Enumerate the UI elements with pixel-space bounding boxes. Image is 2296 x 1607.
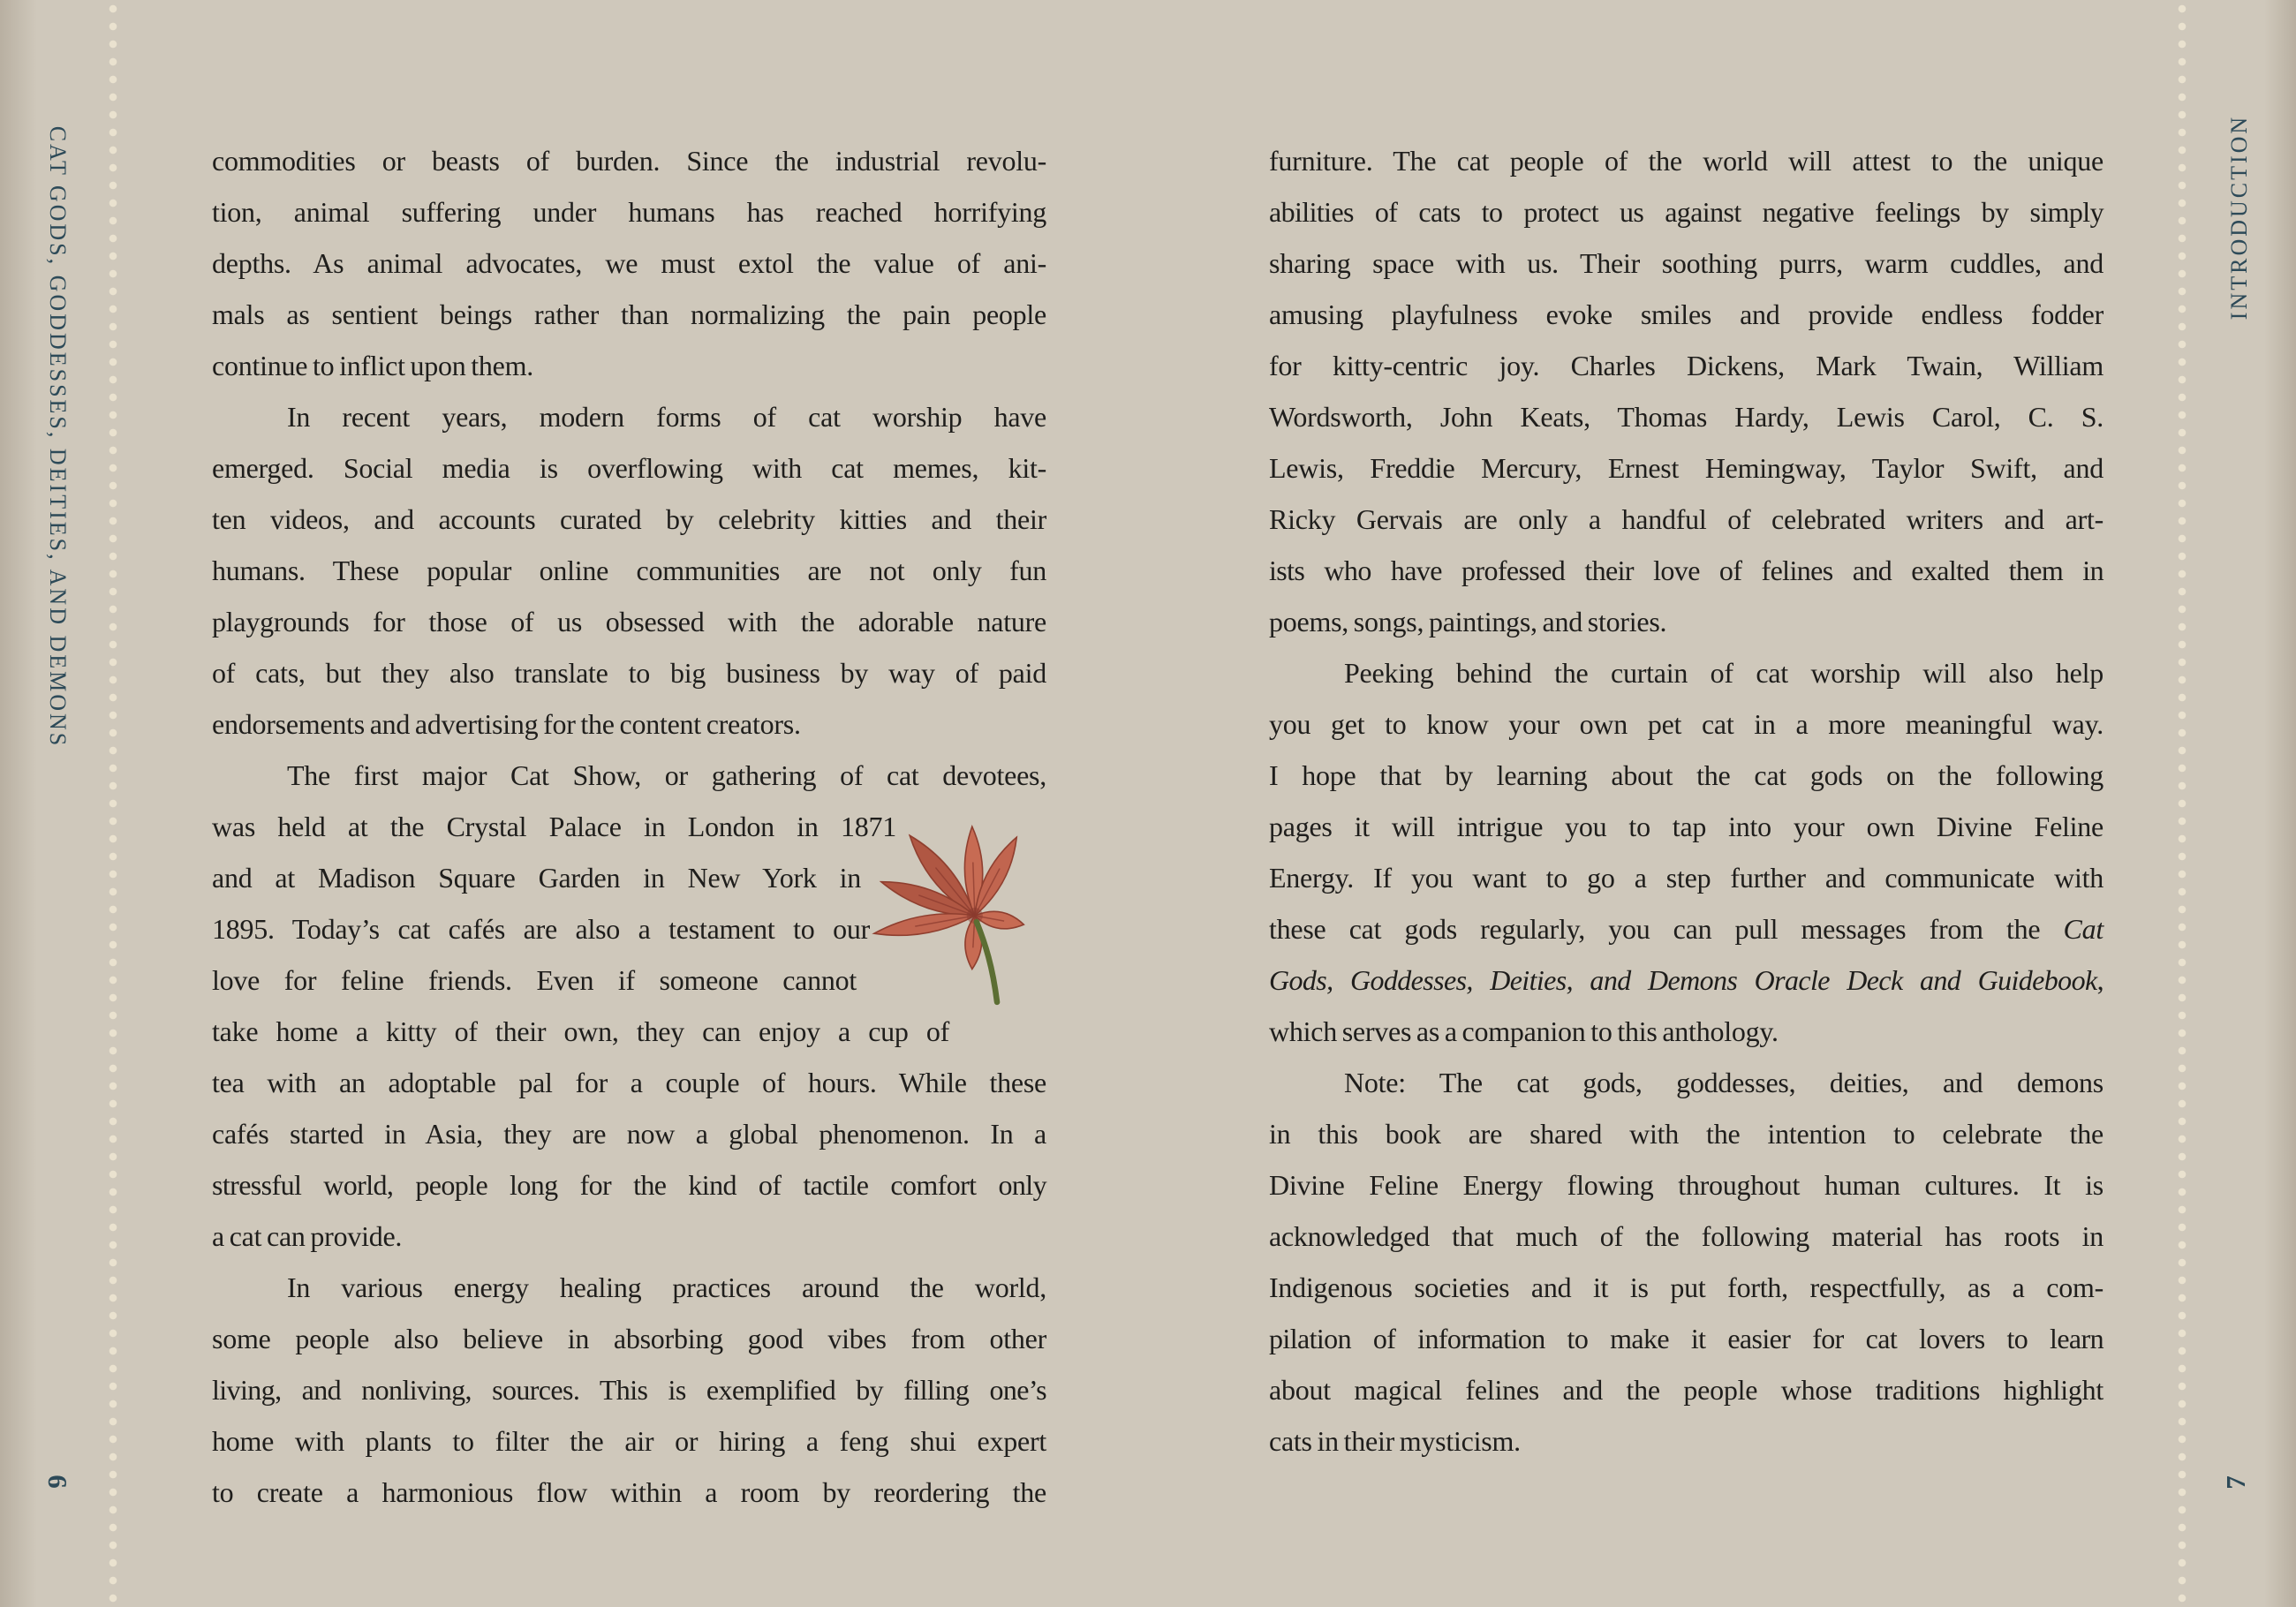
right-page-edge-shadow [2264, 0, 2296, 1607]
text-line: pilation of information to make it easier for cat lovers to learn [1269, 1323, 2103, 1354]
text-line: Wordsworth, John Keats, Thomas Hardy, Lewis Carol, C. S. [1269, 401, 2103, 433]
text-line: you get to know your own pet cat in a more meaningful way. [1269, 708, 2103, 740]
text-line: Indigenous societies and it is put forth, respectfully, as a com- [1269, 1271, 2103, 1303]
text-line: depths. As animal advocates, we must extol the value of ani- [212, 247, 1046, 279]
text-line: living, and nonliving, sources. This is exemplified by filling one’s [212, 1374, 1046, 1406]
text-line: which serves as a companion to this anthology. [1269, 1015, 1779, 1047]
page-number-left: 6 [42, 1475, 73, 1489]
red-lotus-flower-illustration [850, 811, 1031, 1015]
text-line: mals as sentient beings rather than normalizing the pain people [212, 298, 1046, 330]
text-line: ten videos, and accounts curated by celebrity kitties and their [212, 503, 1046, 535]
text-line: some people also believe in absorbing good vibes from other [212, 1323, 1046, 1354]
text-line: about magical felines and the people whose traditions highlight [1269, 1374, 2103, 1406]
text-line: playgrounds for those of us obsessed with the adorable nature [212, 606, 1046, 638]
left-page-edge-shadow [0, 0, 37, 1607]
text-line: Divine Feline Energy flowing throughout human cultures. It is [1269, 1169, 2103, 1201]
text-line: ists who have professed their love of felines and exalted them in [1269, 555, 2103, 586]
right-page-text [1269, 135, 2103, 1467]
text-line: acknowledged that much of the following material has roots in [1269, 1220, 2103, 1252]
running-title-left: CAT GODS, GODDESSES, DEITIES, AND DEMONS [45, 125, 71, 749]
text-line: of cats, but they also translate to big business by way of paid [212, 657, 1046, 689]
text-line: In recent years, modern forms of cat worship have [287, 401, 1046, 433]
text-line: love for feline friends. Even if someone cannot [212, 964, 857, 996]
text-line: stressful world, people long for the kind of tactile comfort only [212, 1169, 1046, 1201]
text-line: continue to inflict upon them. [212, 350, 533, 381]
running-title-right: INTRODUCTION [2226, 114, 2252, 321]
text-line: endorsements and advertising for the content creators. [212, 708, 801, 740]
text-line: cafés started in Asia, they are now a global phenomenon. In a [212, 1118, 1046, 1150]
text-line: 1895. Today’s cat cafés are also a testament to our [212, 913, 870, 945]
text-line: I hope that by learning about the cat gods on the following [1269, 759, 2103, 791]
page-number-right: 7 [2220, 1475, 2251, 1490]
text-line: emerged. Social media is overflowing with cat memes, kit- [212, 452, 1046, 484]
text-line: The first major Cat Show, or gathering of cat devotees, [287, 759, 1046, 791]
text-line: sharing space with us. Their soothing purrs, warm cuddles, and [1269, 247, 2103, 279]
text-line: these cat gods regularly, you can pull messages from the Cat [1269, 913, 2103, 945]
left-dotted-border [109, 0, 117, 1607]
text-line: to create a harmonious flow within a room by reordering the [212, 1476, 1046, 1508]
text-line: Note: The cat gods, goddesses, deities, and demons [1344, 1067, 2103, 1098]
text-line: Lewis, Freddie Mercury, Ernest Hemingway, Taylor Swift, and [1269, 452, 2103, 484]
text-line: cats in their mysticism. [1269, 1425, 1521, 1457]
text-line: a cat can provide. [212, 1220, 403, 1252]
text-line: furniture. The cat people of the world will attest to the unique [1269, 145, 2103, 177]
flower-petals [874, 826, 1023, 969]
text-line: home with plants to filter the air or hiring a feng shui expert [212, 1425, 1046, 1457]
text-line: was held at the Crystal Palace in London in 1871 [212, 811, 896, 842]
flower-stem [977, 922, 997, 1002]
right-dotted-border [2178, 0, 2186, 1607]
text-line: take home a kitty of their own, they can enjoy a cup of [212, 1015, 949, 1047]
text-line: Energy. If you want to go a step further and communicate with [1269, 862, 2103, 894]
text-line: Gods, Goddesses, Deities, and Demons Oracle Deck and Guidebook, [1269, 964, 2103, 996]
text-line: humans. These popular online communities are not only fun [212, 555, 1046, 586]
text-line: for kitty-centric joy. Charles Dickens, Mark Twain, William [1269, 350, 2103, 381]
text-line: tea with an adoptable pal for a couple of hours. While these [212, 1067, 1046, 1098]
text-line: abilities of cats to protect us against negative feelings by simply [1269, 196, 2103, 228]
text-line: in this book are shared with the intention to celebrate the [1269, 1118, 2103, 1150]
text-line: and at Madison Square Garden in New York in [212, 862, 861, 894]
text-line: Peeking behind the curtain of cat worship will also help [1344, 657, 2103, 689]
text-line: pages it will intrigue you to tap into your own Divine Feline [1269, 811, 2103, 842]
text-line: commodities or beasts of burden. Since the industrial revolu- [212, 145, 1046, 177]
text-line: In various energy healing practices around the world, [287, 1271, 1046, 1303]
text-line: amusing playfulness evoke smiles and provide endless fodder [1269, 298, 2103, 330]
text-line: poems, songs, paintings, and stories. [1269, 606, 1667, 638]
text-line: Ricky Gervais are only a handful of celebrated writers and art- [1269, 503, 2103, 535]
text-line: tion, animal suffering under humans has reached horrifying [212, 196, 1046, 228]
